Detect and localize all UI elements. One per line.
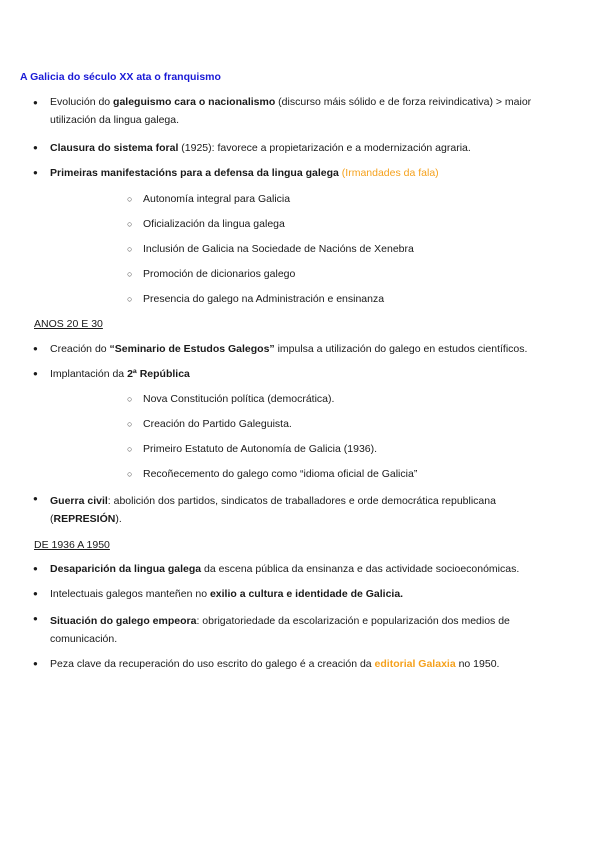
highlight-text: (Irmandades da fala) (341, 167, 439, 179)
bullet-text: Clausura do sistema foral (1925): favorece a propietarización e a modernización agraria. (50, 142, 471, 154)
circle-bullet: ○ (127, 294, 133, 304)
bullet-text: Primeiras manifestacións para a defensa da lingua galega (Irmandades da fala) (50, 167, 439, 179)
bullet-dot: ● (33, 168, 38, 177)
bullet-text: Desaparición da lingua galega da escena pública da ensinanza e das actividade socioeconómicas. (50, 563, 520, 575)
sub-item: Nova Constitución política (democrática). (143, 393, 335, 405)
bullet-dot: ● (33, 494, 38, 503)
bullet-dot: ● (33, 589, 38, 598)
highlight-text: editorial Galaxia (374, 658, 456, 670)
sub-item: Oficialización da lingua galega (143, 218, 285, 230)
bullet-text: Situación do galego empeora: obrigatoriedade da escolarización e popularización dos medios de comunicación. (50, 615, 510, 645)
bullet-dot: ● (33, 659, 38, 668)
circle-bullet: ○ (127, 244, 133, 254)
circle-bullet: ○ (127, 444, 133, 454)
bullet-dot: ● (33, 143, 38, 152)
bullet-dot: ● (33, 98, 38, 107)
sub-item: Creación do Partido Galeguista. (143, 418, 292, 430)
section-heading: DE 1936 A 1950 (34, 539, 110, 551)
bullet-text: Evolución do galeguismo cara o nacionalismo (discurso máis sólido e de forza reivindicativa) > maior utilización da lingua galega. (50, 96, 532, 126)
bullet-dot: ● (33, 564, 38, 573)
bullet-text: Intelectuais galegos manteñen no exilio a cultura e identidade de Galicia. (50, 588, 404, 600)
bullet-text: Guerra civil: abolición dos partidos, sindicatos de traballadores e orde democrática republicana (REPRESIÓN). (50, 495, 496, 525)
circle-bullet: ○ (127, 194, 133, 204)
bullet-text: Creación do “Seminario de Estudos Galegos” impulsa a utilización do galego en estudos científicos. (50, 343, 528, 355)
bullet-dot: ● (33, 369, 38, 378)
bullet-text: Implantación da 2ª República (50, 368, 190, 380)
sub-item: Inclusión de Galicia na Sociedade de Nacións de Xenebra (143, 243, 414, 255)
sub-item: Presencia do galego na Administración e ensinanza (143, 293, 385, 305)
section-heading: ANOS 20 E 30 (34, 318, 103, 330)
circle-bullet: ○ (127, 469, 133, 479)
document-title: A Galicia do século XX ata o franquismo (20, 71, 221, 83)
circle-bullet: ○ (127, 219, 133, 229)
circle-bullet: ○ (127, 419, 133, 429)
sub-item: Autonomía integral para Galicia (143, 193, 291, 205)
sub-item: Recoñecemento do galego como “idioma oficial de Galicia” (143, 468, 418, 480)
bullet-dot: ● (33, 344, 38, 353)
sub-item: Promoción de dicionarios galego (143, 268, 296, 280)
sub-item: Primeiro Estatuto de Autonomía de Galicia (1936). (143, 443, 378, 455)
bullet-dot: ● (33, 614, 38, 623)
bullet-text: Peza clave da recuperación do uso escrito do galego é a creación da editorial Galaxia no 1950. (50, 658, 500, 670)
circle-bullet: ○ (127, 269, 133, 279)
circle-bullet: ○ (127, 394, 133, 404)
